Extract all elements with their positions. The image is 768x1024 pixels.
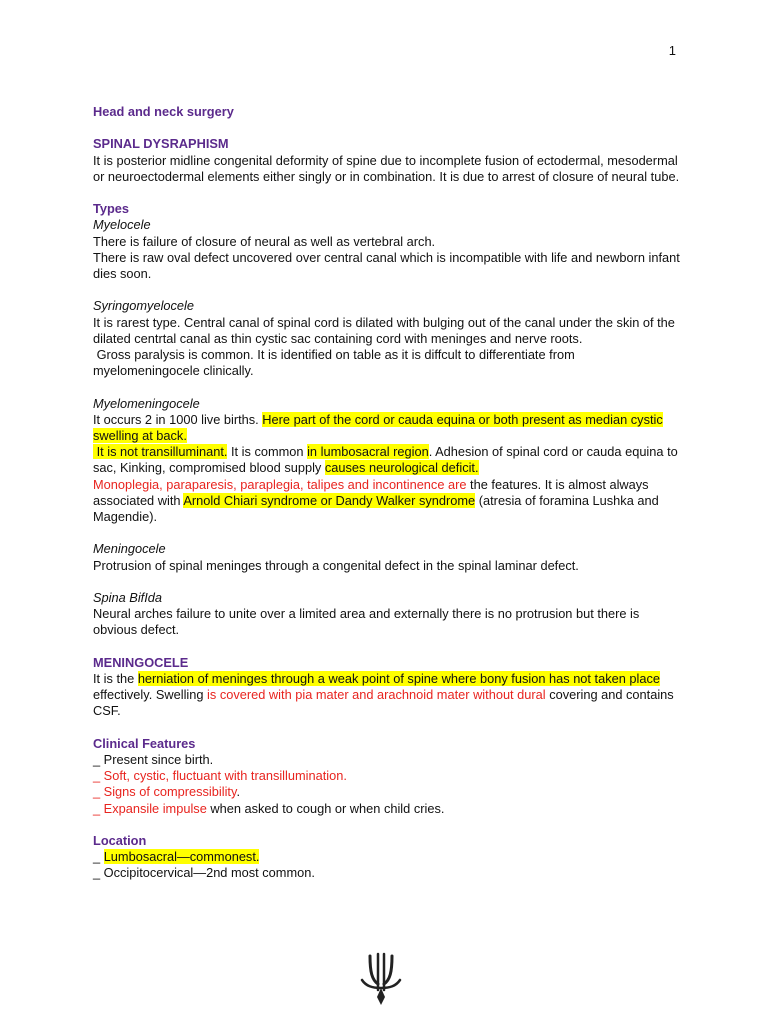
spina-bifida-line1: Neural arches failure to unite over a limited area and externally there is no protrusion but there is obvious defect. [93, 606, 640, 638]
syringomyelocele-line1: It is rarest type. Central canal of spinal cord is dilated with bulging out of the canal under the skin of the dilated centrtal canal as thin cystic sac containing cord with meninges and nerve roots. [93, 314, 675, 346]
header-title: Head and neck surgery [93, 104, 234, 119]
myelocele-line1: There is failure of closure of neural as well as vertebral arch. [93, 233, 436, 249]
location-title: Location [93, 833, 147, 848]
myelomeningocele-p2-text-b: . Adhesion of spinal cord or cauda equina to sac, Kinking, compromised blood supply [93, 444, 682, 476]
myelomeningocele-paragraph-2 [93, 444, 683, 476]
clinical-feature-item: _ Present since birth. [93, 752, 214, 767]
location-item: _ Occipitocervical—2nd most common. [93, 865, 315, 881]
myelomeningocele-paragraph-1 [93, 412, 683, 444]
syringomyelocele-label: Syringomyelocele [93, 298, 195, 314]
myelomeningocele-p2-highlight-2: in lumbosacral region [307, 444, 429, 460]
location-prefix: _ [93, 849, 104, 865]
syringomyelocele-line2: Gross paralysis is common. It is identified on table as it is diffcult to differentiate from myelomeningocele clinically. [93, 347, 579, 379]
types-title: Types [93, 201, 130, 217]
clinical-feature-item [93, 784, 683, 800]
meningocele-section-title: MENINGOCELE [93, 654, 189, 670]
myelomeningocele-p2-highlight-3: causes neurological deficit. [324, 460, 479, 476]
document-body [93, 104, 683, 882]
myelomeningocele-p3-highlight: Arnold Chiari syndrome or Dandy Walker syndrome [183, 492, 476, 508]
clinical-feature-end: . [236, 784, 240, 800]
meningocele-section-body [93, 671, 683, 720]
trident-logo-icon [356, 950, 406, 1010]
page-number: 1 [668, 43, 676, 58]
clinical-feature-item: _ Soft, cystic, fluctuant with transillumination. [93, 768, 347, 784]
myelomeningocele-p3-red: Monoplegia, paraparesis, paraplegia, talipes and incontinence are [93, 476, 467, 492]
myelocele-label: Myelocele [93, 217, 151, 233]
myelomeningocele-label: Myelomeningocele [93, 395, 200, 411]
clinical-feature-end: when asked to cough or when child cries. [206, 800, 445, 816]
meningocele-red: is covered with pia mater and arachnoid mater without dural [207, 687, 546, 703]
meningocele-text-c: covering and contains CSF. [93, 687, 674, 719]
spinal-dysraphism-title: SPINAL DYSRAPHISM [93, 136, 229, 152]
myelomeningocele-p2-highlight-1: It is not transilluminant. [93, 444, 228, 460]
meningocele-text-b: effectively. Swelling [93, 687, 208, 703]
spinal-dysraphism-body: It is posterior midline congenital deformity of spine due to incomplete fusion of ectodermal, mesodermal or neuroectodermal elements either singly or in combination. It is due to arrest of closure of neural tube. [93, 152, 680, 184]
meningocele-line1: Protrusion of spinal meninges through a congenital defect in the spinal laminar defect. [93, 557, 579, 573]
location-highlight: Lumbosacral—commonest. [103, 849, 260, 865]
clinical-feature-red: _ Expansile impulse [93, 800, 207, 816]
clinical-features-title: Clinical Features [93, 735, 196, 751]
myelomeningocele-p1-text: It occurs 2 in 1000 live births. [93, 411, 263, 427]
myelocele-line2: There is raw oval defect uncovered over central canal which is incompatible with life and newborn infant dies soon. [93, 249, 680, 281]
spina-bifida-label: Spina BifIda [93, 590, 163, 605]
location-item [93, 849, 683, 865]
myelomeningocele-p2-text-a: It is common [227, 444, 308, 460]
myelomeningocele-paragraph-3 [93, 477, 683, 526]
clinical-feature-item [93, 801, 683, 817]
meningocele-text-a: It is the [93, 671, 138, 686]
meningocele-label: Meningocele [93, 541, 166, 557]
meningocele-highlight: herniation of meninges through a weak point of spine where bony fusion has not taken place [137, 671, 660, 686]
myelomeningocele-p1-highlight: Here part of the cord or cauda equina or both present as median cystic swelling at back. [93, 411, 663, 443]
myelomeningocele-p3-text-b: (atresia of foramina Lushka and Magendie). [93, 492, 659, 525]
clinical-feature-red: _ Signs of compressibility [93, 784, 237, 800]
myelomeningocele-p3-text-a: the features. It is almost always associated with [93, 476, 649, 508]
